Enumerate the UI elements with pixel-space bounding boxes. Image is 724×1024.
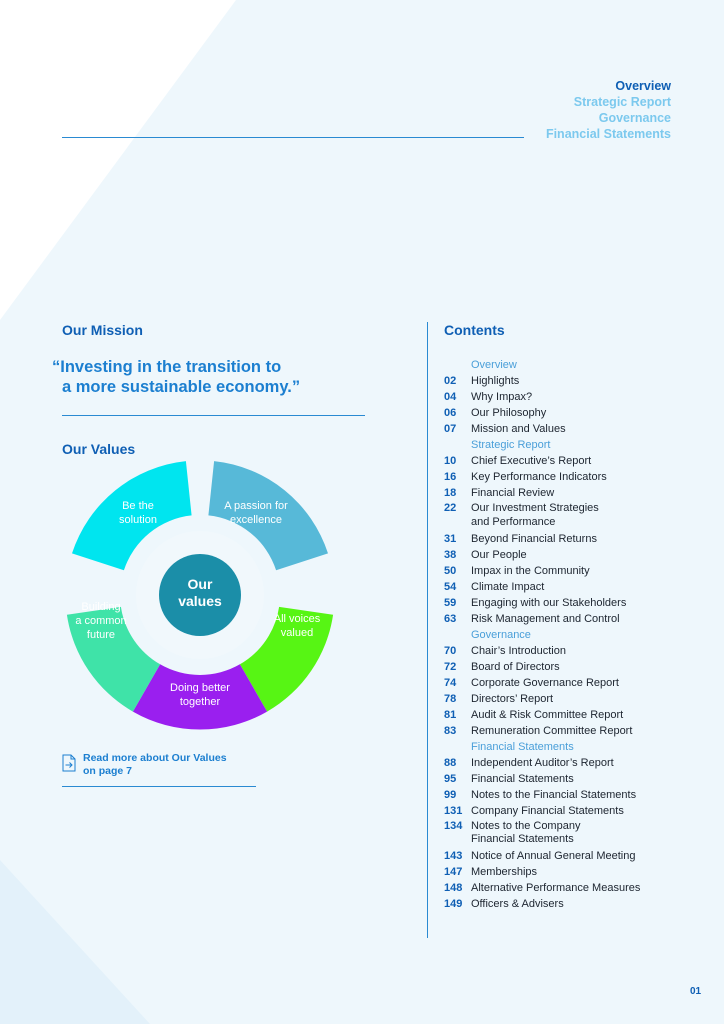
toc-entry-title: [471, 659, 560, 675]
toc-entry[interactable]: [444, 453, 684, 469]
label-be-the-solution: [98, 499, 178, 527]
toc-page-number: 10: [444, 455, 457, 467]
toc-title-line: Board of Directors: [471, 660, 560, 673]
toc-title-line: Company Financial Statements: [471, 804, 624, 817]
toc-entry[interactable]: [444, 707, 684, 723]
label-doing-better-together: [150, 681, 250, 709]
read-more-link[interactable]: [62, 752, 227, 778]
toc-page-number: 143: [444, 850, 463, 862]
toc-page-number: 74: [444, 676, 457, 689]
toc-page-number: 04: [444, 391, 457, 403]
toc-entry-title: [471, 896, 564, 912]
toc-entry[interactable]: [444, 803, 684, 819]
toc-entry[interactable]: [444, 485, 684, 501]
toc-page-number: 99: [444, 788, 457, 801]
document-arrow-icon: [62, 754, 76, 772]
toc-entry-title: [471, 771, 574, 787]
contents-heading: Contents: [444, 322, 505, 338]
toc-title-line: Audit & Risk Committee Report: [471, 708, 624, 721]
toc-title-line: Key Performance Indicators: [471, 471, 607, 483]
toc-title-line: Notice of Annual General Meeting: [471, 850, 636, 862]
toc-entry[interactable]: [444, 501, 684, 531]
toc-page-number: 149: [444, 898, 463, 910]
segment-label-line: All voices: [273, 613, 321, 625]
toc-entry[interactable]: [444, 389, 684, 405]
nav-item-governance[interactable]: Governance: [598, 111, 671, 125]
toc-entry-title: [471, 723, 632, 739]
toc-title-line: Remuneration Committee Report: [471, 724, 633, 737]
toc-entry-title: [471, 531, 597, 547]
toc-page-number: 59: [444, 596, 457, 609]
table-of-contents: [444, 357, 684, 912]
section-nav: [546, 78, 671, 142]
toc-entry[interactable]: [444, 595, 684, 611]
segment-label-line: Doing better: [170, 682, 230, 694]
toc-entry[interactable]: [444, 421, 684, 437]
toc-title-line: Our Investment Strategies: [471, 502, 599, 514]
toc-title-line: Memberships: [471, 866, 538, 878]
toc-page-number: 78: [444, 692, 457, 705]
toc-entry-title: [471, 405, 546, 421]
toc-page-number: 147: [444, 866, 463, 878]
toc-title-line: Why Impax?: [471, 391, 533, 403]
mission-divider: [62, 415, 365, 416]
toc-page-number: 131: [444, 804, 463, 817]
toc-title-line: Engaging with our Stakeholders: [471, 596, 627, 609]
mission-heading: Our Mission: [62, 322, 143, 338]
toc-entry[interactable]: [444, 691, 684, 707]
toc-page-number: 148: [444, 882, 463, 894]
toc-entry-title: [471, 502, 599, 529]
label-building-common-future: [62, 600, 140, 642]
toc-entry-title: [471, 880, 640, 896]
toc-page-number: 81: [444, 708, 457, 721]
toc-title-line: Alternative Performance Measures: [471, 882, 641, 894]
toc-page-number: 50: [444, 564, 457, 577]
mission-quote-line: a more sustainable economy.”: [62, 378, 301, 396]
toc-title-line: Chair’s Introduction: [471, 644, 566, 657]
toc-title-line: Impax in the Community: [471, 564, 590, 577]
toc-entry[interactable]: [444, 755, 684, 771]
read-more-line[interactable]: Read more about Our Values: [83, 752, 227, 764]
toc-page-number: 22: [444, 502, 457, 514]
toc-title-line: Directors’ Report: [471, 692, 554, 705]
toc-entry-title: [471, 595, 626, 611]
toc-page-number: 63: [444, 612, 457, 625]
toc-entry-title: [471, 485, 554, 501]
toc-entry[interactable]: [444, 643, 684, 659]
toc-title-line: Financial Statements: [471, 833, 574, 845]
toc-entry-title: [471, 469, 607, 485]
toc-entry[interactable]: [444, 819, 684, 849]
read-more-text[interactable]: [83, 752, 227, 778]
contents-divider: [427, 322, 428, 938]
toc-title-line: Notes to the Company: [471, 819, 581, 832]
toc-entry-title: [471, 691, 553, 707]
toc-section-title[interactable]: Financial Statements: [471, 740, 574, 753]
toc-title-line: Chief Executive’s Report: [471, 455, 592, 467]
segment-label-line: valued: [280, 627, 314, 639]
toc-page-number: 07: [444, 423, 457, 435]
toc-entry[interactable]: [444, 547, 684, 563]
values-heading: Our Values: [62, 441, 136, 457]
nav-divider: [62, 137, 524, 138]
toc-page-number: 06: [444, 407, 457, 419]
toc-entry-title: [471, 864, 537, 880]
toc-title-line: and Performance: [471, 515, 556, 528]
toc-entry[interactable]: [444, 405, 684, 421]
mission-quote-line: “Investing in the transition to: [52, 358, 282, 376]
toc-entry[interactable]: [444, 611, 684, 627]
toc-page-number: 88: [444, 756, 457, 769]
mission-quote: [52, 357, 352, 397]
toc-entry-title: [471, 547, 527, 563]
toc-entry-title: [471, 707, 623, 723]
toc-entry[interactable]: [444, 771, 684, 787]
toc-page-number: 134: [444, 819, 463, 832]
nav-item-financial-statements[interactable]: Financial Statements: [545, 127, 671, 141]
segment-label-line: together: [179, 696, 221, 708]
toc-page-number: 02: [444, 375, 457, 387]
toc-entry-title: [471, 421, 566, 437]
nav-item-overview[interactable]: Overview: [615, 79, 671, 93]
toc-entry-title: [471, 787, 636, 803]
toc-title-line: Our Philosophy: [471, 407, 547, 419]
toc-page-number: 72: [444, 660, 457, 673]
toc-entry[interactable]: [444, 531, 684, 547]
center-label-line: values: [178, 593, 222, 609]
toc-section-title[interactable]: Strategic Report: [471, 439, 551, 451]
toc-title-line: Beyond Financial Returns: [471, 532, 597, 545]
toc-entry[interactable]: [444, 896, 684, 912]
read-more-line[interactable]: on page 7: [83, 765, 133, 777]
toc-entry-title: [471, 373, 519, 389]
toc-entry[interactable]: [444, 675, 684, 691]
page-number: 01: [690, 986, 702, 997]
toc-entry-title: [471, 389, 532, 405]
toc-page-number: 95: [444, 772, 457, 785]
toc-page-number: 31: [444, 532, 457, 545]
toc-page-number: 83: [444, 724, 457, 737]
center-label-line: Our: [187, 576, 213, 592]
toc-title-line: Our People: [471, 548, 527, 561]
toc-entry-title: [471, 848, 636, 864]
label-passion-for-excellence: [206, 499, 306, 527]
toc-entry-title: [471, 611, 620, 627]
toc-title-line: Climate Impact: [471, 580, 545, 593]
segment-label-line: future: [86, 629, 116, 641]
toc-entry[interactable]: [444, 579, 684, 595]
toc-title-line: Risk Management and Control: [471, 612, 620, 625]
toc-entry-title: [471, 579, 544, 595]
toc-entry-title: [471, 563, 590, 579]
toc-entry[interactable]: [444, 373, 684, 389]
toc-section-title[interactable]: Overview: [471, 359, 517, 371]
toc-entry[interactable]: [444, 787, 684, 803]
toc-title-line: Financial Review: [471, 487, 555, 499]
toc-entry[interactable]: [444, 880, 684, 896]
toc-entry[interactable]: [444, 469, 684, 485]
toc-title-line: Financial Statements: [471, 772, 574, 785]
nav-item-strategic-report[interactable]: Strategic Report: [573, 95, 671, 109]
segment-label-line: solution: [119, 514, 157, 526]
label-all-voices-valued: [258, 612, 336, 640]
toc-title-line: Highlights: [471, 375, 520, 387]
toc-entry-title: [471, 820, 580, 847]
toc-entry-title: [471, 755, 614, 771]
toc-entry[interactable]: [444, 864, 684, 880]
segment-label-line: a common: [75, 615, 127, 627]
read-more-divider: [62, 786, 256, 787]
segment-label-line: Be the: [122, 500, 154, 512]
segment-label-line: excellence: [230, 514, 282, 526]
toc-entry[interactable]: [444, 723, 684, 739]
toc-title-line: Notes to the Financial Statements: [471, 788, 637, 801]
toc-page-number: 16: [444, 471, 457, 483]
toc-page-number: 18: [444, 487, 457, 499]
toc-section-title[interactable]: Governance: [471, 628, 531, 641]
values-center-label: [160, 576, 240, 610]
toc-entry[interactable]: [444, 563, 684, 579]
toc-entry[interactable]: [444, 659, 684, 675]
toc-title-line: Independent Auditor’s Report: [471, 756, 614, 769]
toc-page-number: 38: [444, 548, 457, 561]
toc-entry[interactable]: [444, 848, 684, 864]
segment-label-line: Building: [81, 601, 121, 613]
toc-page-number: 70: [444, 644, 457, 657]
toc-title-line: Corporate Governance Report: [471, 676, 619, 689]
toc-entry-title: [471, 643, 566, 659]
toc-entry-title: [471, 675, 619, 691]
toc-title-line: Mission and Values: [471, 423, 566, 435]
toc-entry-title: [471, 803, 624, 819]
toc-title-line: Officers & Advisers: [471, 898, 564, 910]
segment-label-line: A passion for: [224, 500, 288, 512]
toc-page-number: 54: [444, 580, 457, 593]
toc-entry-title: [471, 453, 591, 469]
